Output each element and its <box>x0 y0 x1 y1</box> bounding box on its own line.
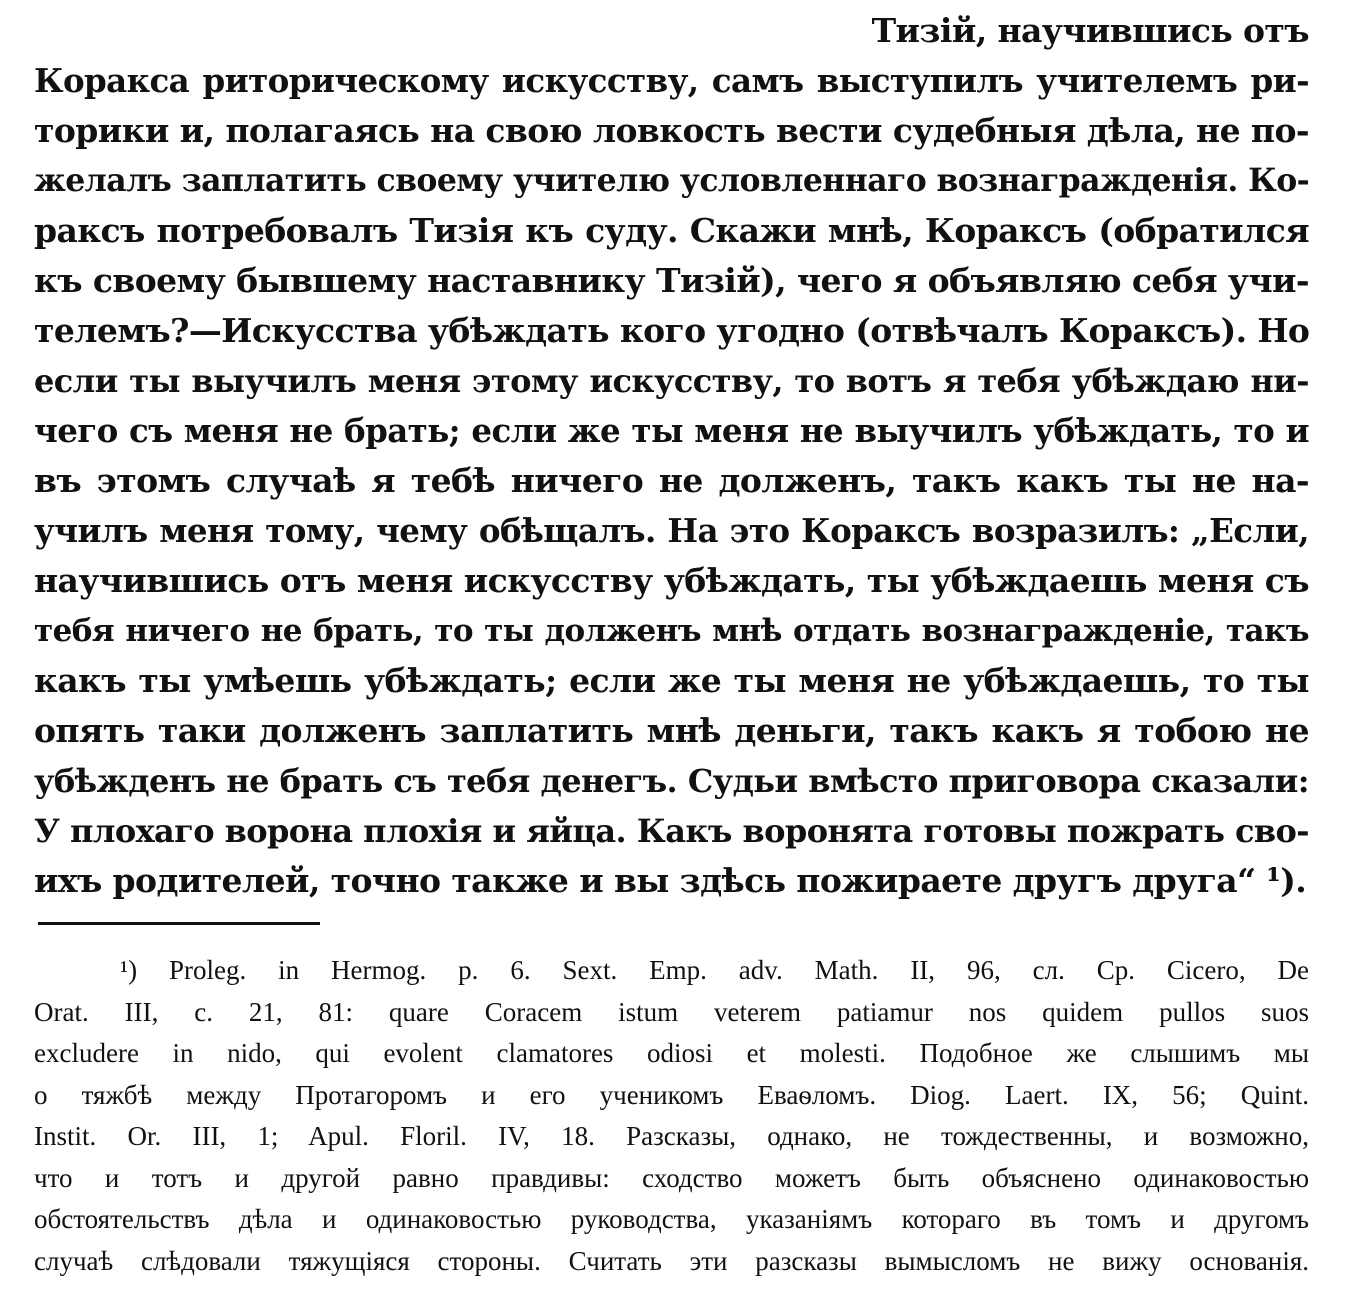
paragraph-line: какъ ты умѣешь убѣждать; если же ты меня не убѣждаешь, то ты <box>34 661 1309 700</box>
paragraph-line: торики и, полагаясь на свою ловкость вести судебныя дѣла, не по- <box>34 111 1309 150</box>
paragraph-line: желалъ заплатить своему учителю условленнаго вознагражденія. Ко- <box>34 162 1309 199</box>
paragraph-line: У плохаго ворона плохія и яйца. Какъ воронята готовы пожрать сво- <box>34 812 1309 850</box>
paragraph-line: къ своему бывшему наставнику Тизій), чего я объявляю себя учи- <box>34 261 1309 300</box>
footnote-line: ¹) Proleg. in Hermog. p. 6. Sext. Emp. adv. Math. II, 96, сл. Ср. Cicero, De <box>120 955 1309 985</box>
paragraph-line: училъ меня тому, чему обѣщалъ. На это Кораксъ возразилъ: „Если, <box>34 511 1309 550</box>
footnote-line: о тяжбѣ между Протагоромъ и его ученикомъ Еваѳломъ. Diog. Laert. IX, 56; Quint. <box>34 1079 1309 1110</box>
paragraph-line: тебя ничего не брать, то ты долженъ мнѣ отдать вознагражденіе, такъ <box>34 613 1309 649</box>
footnote <box>34 950 1309 1282</box>
footnote-line: что и тотъ и другой равно правдивы: сходство можетъ быть объяснено одинаковостью <box>34 1162 1309 1193</box>
paragraph-line: научившись отъ меня искусству убѣждать, ты убѣждаешь меня съ <box>34 561 1309 600</box>
paragraph-line: Тизій, научившись отъ <box>871 11 1309 50</box>
paragraph-line: раксъ потребовалъ Тизія къ суду. Скажи мнѣ, Кораксъ (обратился <box>34 211 1309 250</box>
paragraph-line: опять таки долженъ заплатить мнѣ деньги, такъ какъ я тобою не <box>34 711 1309 750</box>
footnote-separator <box>38 922 320 925</box>
footnote-line: случаѣ слѣдовали тяжущіяся стороны. Считать эти разсказы вымысломъ не вижу основанія. <box>34 1245 1309 1276</box>
paragraph-line: Коракса риторическому искусству, самъ выступилъ учителемъ ри- <box>34 61 1309 100</box>
footnote-line: excludere in nido, qui evolent clamatores odiosi et molesti. Подобное же слышимъ мы <box>34 1038 1309 1068</box>
paragraph-line: чего съ меня не брать; если же ты меня не выучилъ убѣждать, то и <box>34 411 1309 450</box>
footnote-line: Orat. III, c. 21, 81: quare Coracem istum veterem patiamur nos quidem pullos suos <box>34 996 1309 1027</box>
paragraph-line: телемъ?—Искусства убѣждать кого угодно (отвѣчалъ Кораксъ). Но <box>34 311 1309 350</box>
main-paragraph <box>34 6 1309 906</box>
paragraph-line: если ты выучилъ меня этому искусству, то вотъ я тебя убѣждаю ни- <box>34 362 1309 400</box>
footnote-line: обстоятельствъ дѣла и одинаковостью руководства, указаніямъ котораго въ томъ и другомъ <box>34 1204 1309 1234</box>
footnote-line: Instit. Or. III, 1; Apul. Floril. IV, 18. Разсказы, однако, не тождественны, и возможно, <box>34 1121 1309 1151</box>
paragraph-line: убѣжденъ не брать съ тебя денегъ. Судьи вмѣсто приговора сказали: <box>34 762 1309 800</box>
paragraph-line: въ этомъ случаѣ я тебѣ ничего не долженъ, такъ какъ ты не на- <box>34 461 1309 500</box>
paragraph-line: ихъ родителей, точно также и вы здѣсь пожираете другъ друга“ ¹). <box>34 861 1307 900</box>
